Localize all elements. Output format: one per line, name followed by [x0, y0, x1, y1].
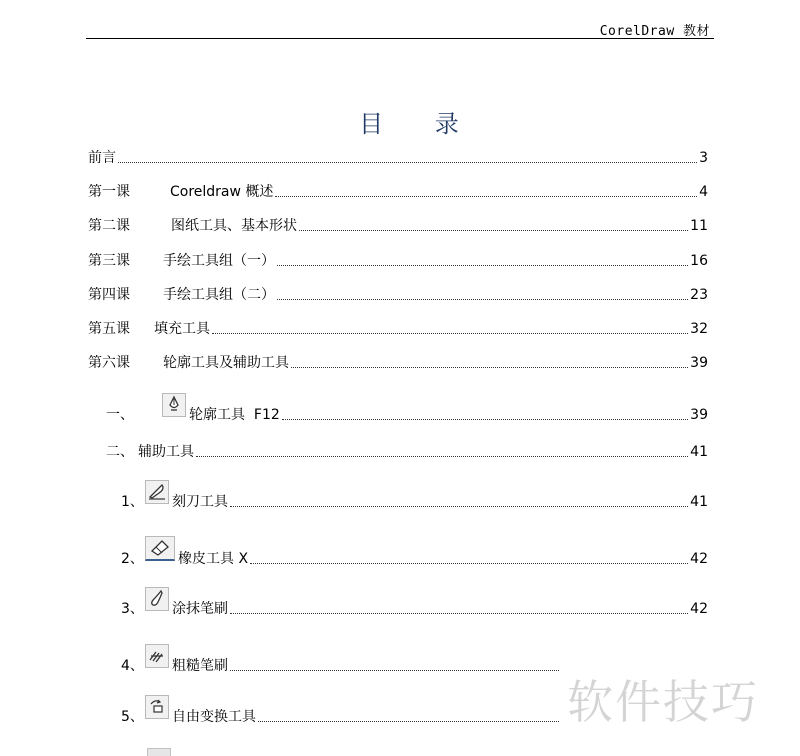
dot-leader: [275, 195, 697, 197]
toc-entry-label: 橡皮工具 X: [178, 551, 249, 567]
toc-entry-label: 手绘工具组（一）: [163, 253, 275, 269]
toc-entry-number: 第四课: [88, 287, 130, 303]
dot-leader: [277, 264, 688, 266]
toc-entry-page: 23: [690, 287, 708, 303]
toc-entry-aux-tools[interactable]: [106, 442, 708, 460]
dot-leader: [282, 418, 688, 420]
toc-entry-page: 32: [690, 321, 708, 337]
toc-entry-free-transform[interactable]: [121, 707, 561, 725]
toc-entry-eraser-tool[interactable]: [121, 549, 708, 567]
toc-entry-outline-tool[interactable]: [106, 405, 708, 423]
toc-entry-label: 粗糙笔刷: [172, 658, 228, 674]
pen-nib-icon: [162, 393, 186, 417]
dot-leader: [277, 298, 688, 300]
toc-entry-number: 第二课: [88, 218, 130, 234]
toc-entry-page: 42: [690, 601, 708, 617]
toc-entry-label: 填充工具: [154, 321, 210, 337]
toc-entry-lesson-1[interactable]: [88, 182, 708, 200]
toc-entry-label: 辅助工具: [138, 444, 194, 460]
toc-entry-number: 4、: [121, 658, 144, 674]
toc-entry-page: 4: [699, 184, 708, 200]
toc-entry-label: 轮廓工具及辅助工具: [163, 355, 289, 371]
dot-leader: [258, 720, 559, 722]
toc-entry-roughen-brush[interactable]: [121, 656, 561, 674]
toc-entry-label: 轮廓工具 F12: [189, 407, 280, 423]
toc-entry-number: 第五课: [88, 321, 130, 337]
toc-entry-number: 一、: [106, 407, 134, 423]
toc-entry-lesson-2[interactable]: [88, 216, 708, 234]
dot-leader: [230, 612, 688, 614]
toc-entry-label: Coreldraw 概述: [170, 184, 274, 200]
dot-leader: [299, 229, 688, 231]
toc-entry-label: 涂抹笔刷: [172, 601, 228, 617]
toc-entry-preface[interactable]: [88, 148, 708, 166]
toc-entry-label: 自由变换工具: [172, 709, 256, 725]
toc-entry-lesson-4[interactable]: [88, 285, 708, 303]
toc-entry-label: 刻刀工具: [172, 494, 228, 510]
toc-entry-page: 42: [690, 551, 708, 567]
toc-entry-page: 11: [690, 218, 708, 234]
toc-entry-number: 5、: [121, 709, 144, 725]
dot-leader: [196, 455, 688, 457]
toc-entry-lesson-5[interactable]: [88, 319, 708, 337]
toc-entry-number: 1、: [121, 494, 144, 510]
dot-leader: [212, 332, 688, 334]
dot-leader: [118, 161, 697, 163]
toc-entry-smudge-brush[interactable]: [121, 599, 708, 617]
toc-entry-page: 41: [690, 494, 708, 510]
toc-entry-label: 手绘工具组（二）: [163, 287, 275, 303]
toc-entry-knife-tool[interactable]: [121, 492, 708, 510]
toc-entry-number: 第一课: [88, 184, 130, 200]
toc-entry-label: 图纸工具、基本形状: [171, 218, 297, 234]
toc-entry-page: 39: [690, 355, 708, 371]
free-transform-icon: [145, 695, 169, 719]
eraser-icon: [145, 536, 175, 561]
toc-entry-number: 第六课: [88, 355, 130, 371]
toc-title: 目 录: [359, 110, 481, 138]
header-rule: [86, 38, 714, 39]
dot-leader: [230, 669, 559, 671]
toc-entry-page: 16: [690, 253, 708, 269]
header-title: CorelDraw 教材: [599, 24, 710, 39]
toc-entry-number: 前言: [88, 150, 116, 166]
toc-entry-number: 第三课: [88, 253, 130, 269]
roughen-brush-icon: [145, 644, 169, 668]
dot-leader: [250, 562, 688, 564]
knife-icon: [145, 480, 169, 504]
toc-entry-number: 2、: [121, 551, 144, 567]
toc-entry-number: 二、: [106, 444, 134, 460]
toc-entry-page: 39: [690, 407, 708, 423]
dot-leader: [230, 505, 688, 507]
toc-entry-number: 3、: [121, 601, 144, 617]
smudge-brush-icon: [145, 587, 169, 611]
toc-entry-lesson-6[interactable]: [88, 353, 708, 371]
toc-entry-lesson-3[interactable]: [88, 251, 708, 269]
dot-leader: [291, 366, 688, 368]
toc-entry-page: 41: [690, 444, 708, 460]
toc-entry-page: 3: [699, 150, 708, 166]
watermark: 软件技巧: [567, 675, 759, 729]
